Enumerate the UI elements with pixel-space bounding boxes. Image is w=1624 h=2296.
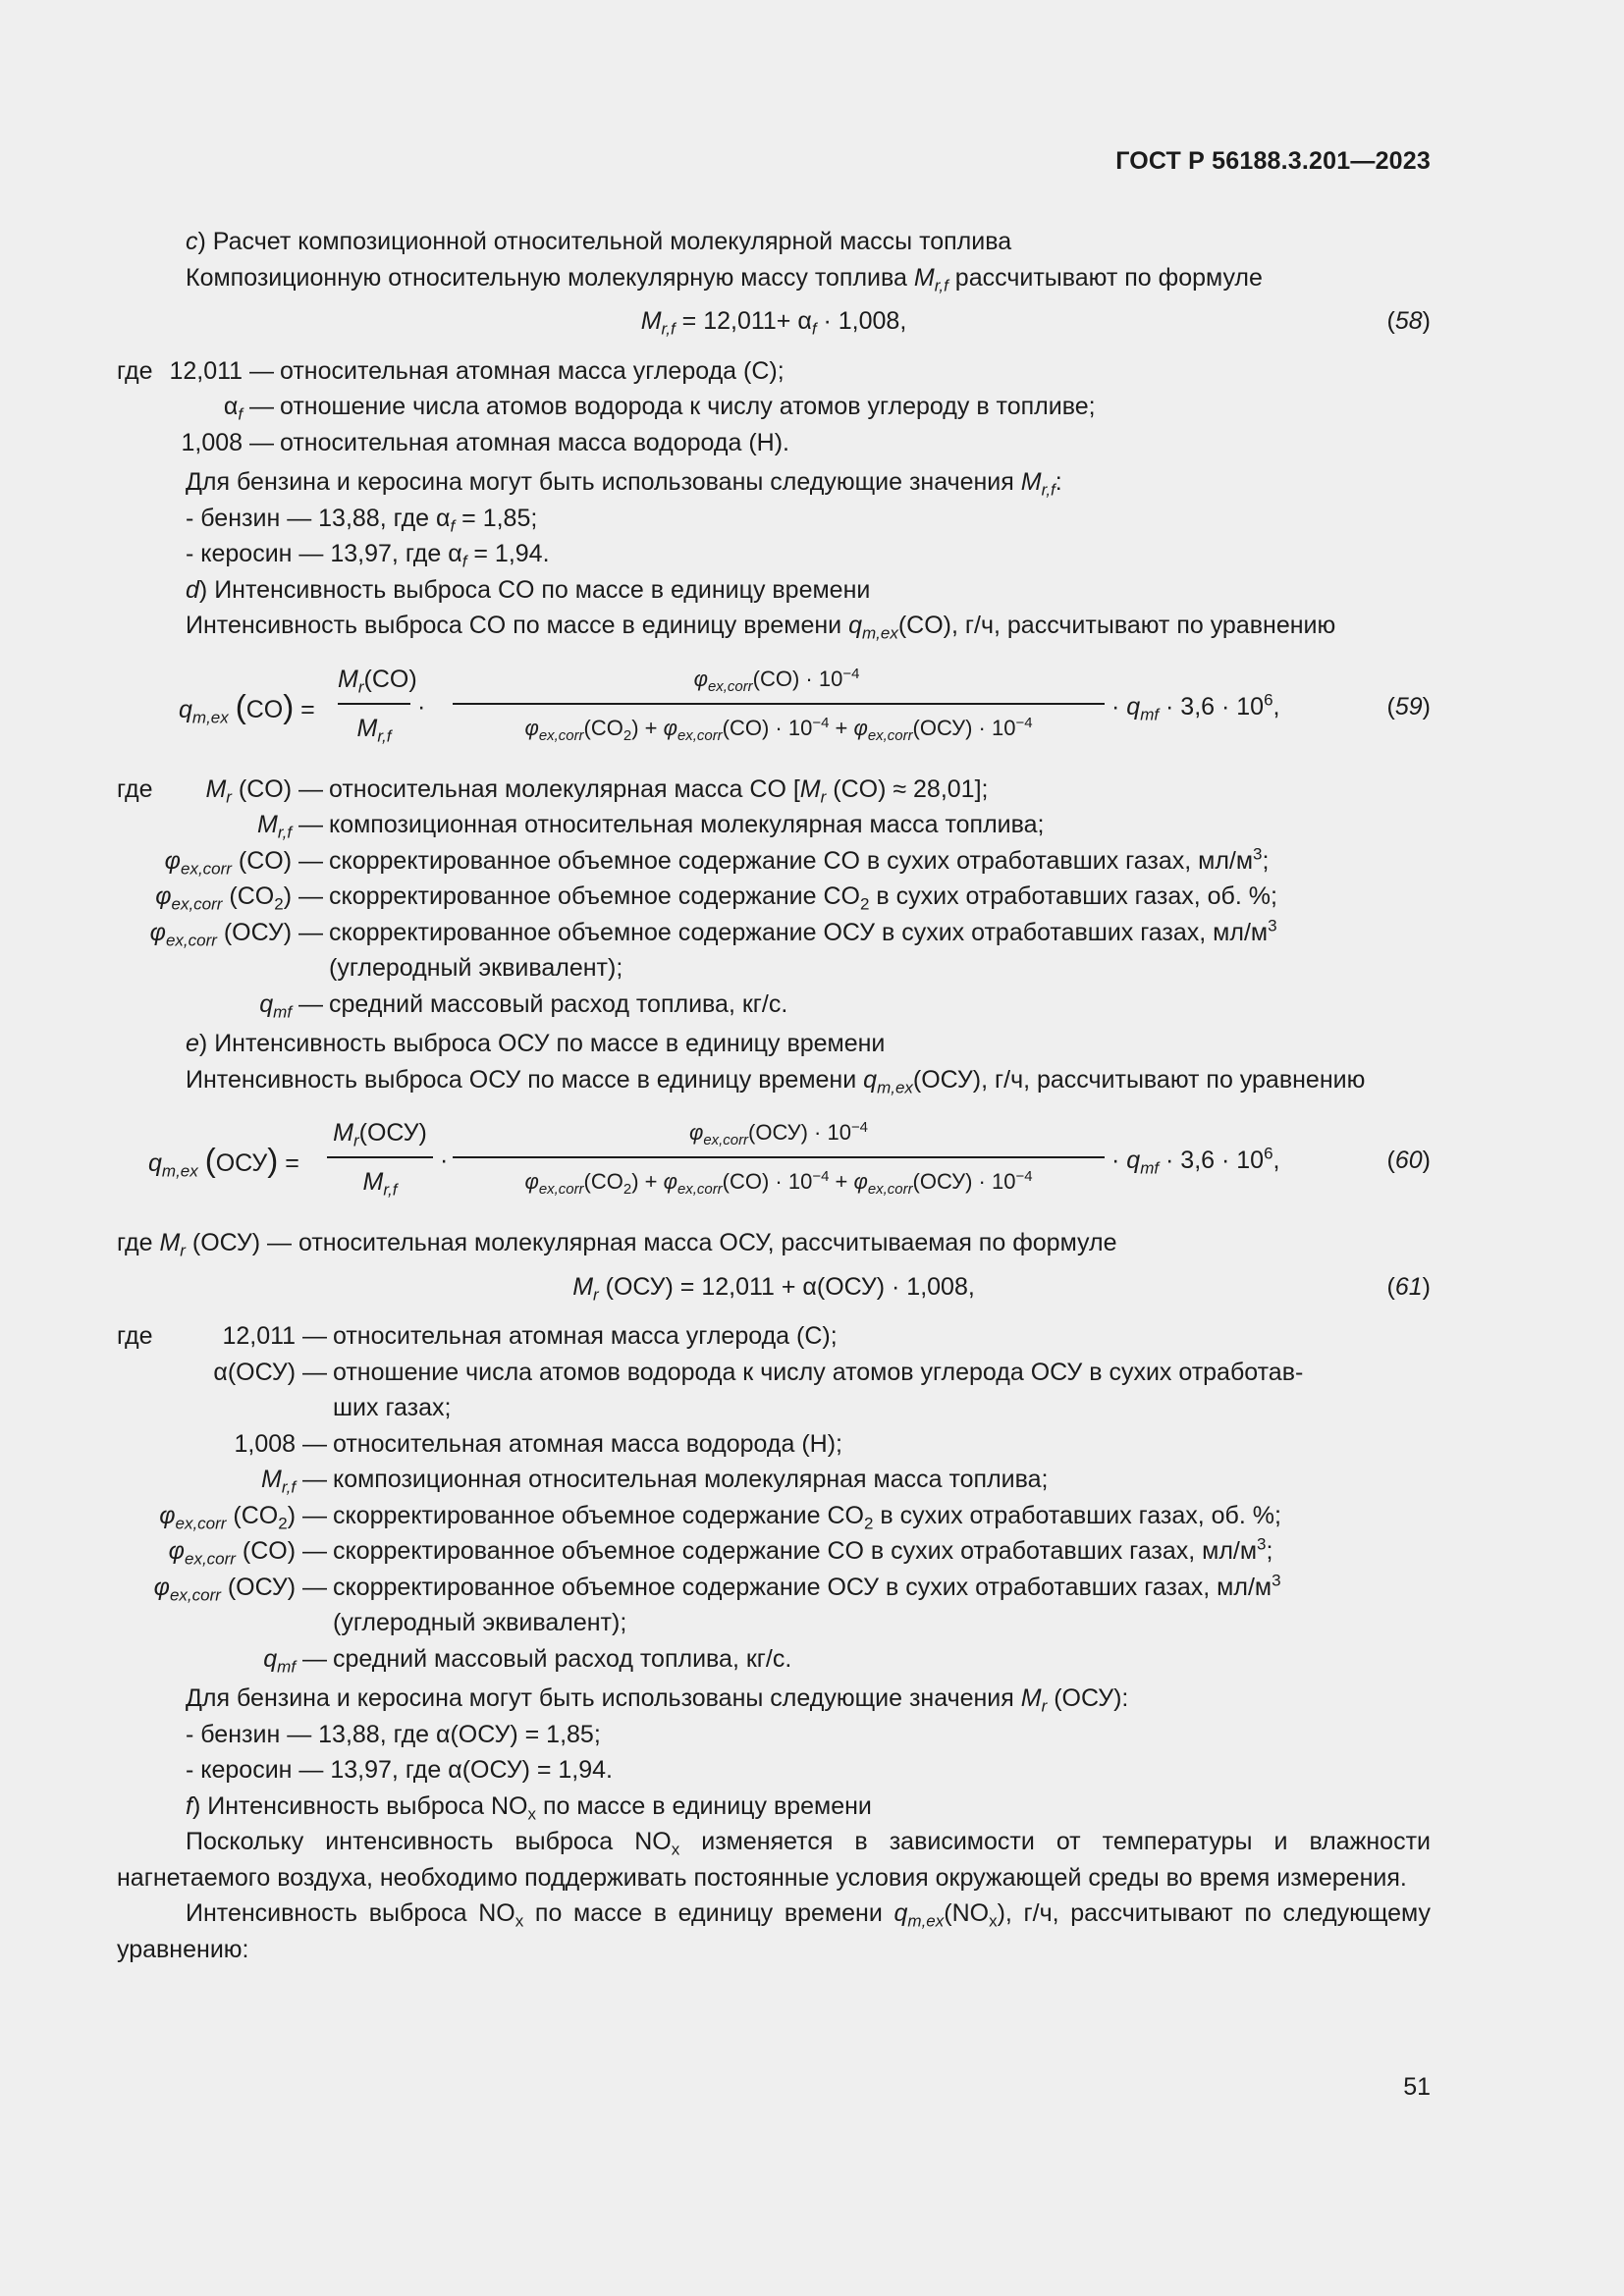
formula-60: $q_{m,ex}$ (ОСУ) = $M_r(ОСУ)$ $M_{r,f}$ · $\varphi_{ex,corr}(ОСУ) \cdot 10^{-4}$ $\varphi_{ex,corr}(CO_2) + \varphi_{ex,corr}(CO) \cdot 10^{-4} + \varphi_{ex,corr}(ОСУ) \cdot 10^{-4}$ · $q_{mf} \cdot 3,6 \cdot 10^6$, (60) [148, 1118, 1431, 1200]
mr-osu-line: где $M_r$ (ОСУ) — относительная молекулярная масса ОСУ, рассчитываемая по формуле [117, 1229, 1117, 1260]
equation-number: (59) [1386, 692, 1431, 721]
section-f-para2: Интенсивность выброса $NO_x$ по массе в единицу времени $q_{m,ex}(NO_x)$, г/ч, рассчитывают по следующему уравнению: [117, 1899, 1431, 1963]
values-intro-e: Для бензина и керосина могут быть использованы следующие значения $M_r$ (ОСУ): [186, 1684, 1129, 1716]
section-d-intro: Интенсивность выброса CO по массе в единицу времени $q_{m,ex}(CO)$, г/ч, рассчитывают по уравнению [186, 612, 1336, 643]
section-f-para1: Поскольку интенсивность выброса $NO_x$ изменяется в зависимости от температуры и влажности нагнетаемого воздуха, необходимо поддерживать постоянные условия окружающей среды во время измерения. [117, 1828, 1431, 1892]
standard-number: ГОСТ Р 56188.3.201—2023 [1115, 147, 1431, 175]
equation-number: (61) [1386, 1272, 1431, 1301]
section-f-title: f) Интенсивность выброса $NO_x$ по массе в единицу времени [186, 1791, 872, 1823]
equation-number: (60) [1386, 1147, 1431, 1174]
values-intro-c: Для бензина и керосина могут быть использованы следующие значения $M_{r,f}$: [186, 468, 1062, 500]
section-e-intro: Интенсивность выброса ОСУ по массе в единицу времени $q_{m,ex}(ОСУ)$, г/ч, рассчитывают по уравнению [186, 1065, 1366, 1096]
section-d-title: d) Интенсивность выброса CO по массе в единицу времени [186, 575, 871, 604]
formula-58: $M_{r,f} = 12,011+ \alpha_f \cdot 1,008$, (58) [117, 303, 1431, 340]
value-gasoline-e: - бензин — 13,88, где α(ОСУ) = 1,85; [186, 1720, 601, 1748]
page-number: 51 [1403, 2073, 1431, 2101]
formula-59: $q_{m,ex}$ (CO) = $M_r(CO)$ $M_{r,f}$ · $\varphi_{ex,corr}(CO) \cdot 10^{-4}$ $\varphi_{ex,corr}(CO_2) + \varphi_{ex,corr}(CO) \cdot 10^{-4} + \varphi_{ex,corr}(ОСУ) \cdot 10^{-4}$ · $q_{mf} \cdot 3,6 \cdot 10^6$, (59) [179, 665, 1431, 745]
section-c-intro: Композиционную относительную молекулярную массу топлива $M_{r,f}$ рассчитывают по формуле [186, 263, 1263, 294]
definitions-59: где $M_r$ (CO) — относительная молекулярная масса CO [$M_r$ (CO) ≈ 28,01]; $M_{r,f}$ — композиционная относительная молекулярная масса топлива; $\varphi_{ex,corr}$ (CO) — скорректированное объемное содержание CO в сухих отработавших газах, $мл/м^3$; $\varphi_{ex,corr}$ $(CO_2)$ — скорректированное объемное содержание $CO_2$ в сухих отработавших газах, об. %; $\varphi_{ex,corr}$ (ОСУ) — скорректированное объемное содержание ОСУ в сухих отработавших газах, $мл/м^3$ (углеродный эквивалент); $q_{mf}$ — средний массовый расход топлива, кг/с. [117, 774, 1277, 1021]
value-kerosene-e: - керосин — 13,97, где α(ОСУ) = 1,94. [186, 1756, 613, 1784]
section-c-title: c) Расчет композиционной относительной молекулярной массы топлива [186, 228, 1012, 255]
section-e-title: e) Интенсивность выброса ОСУ по массе в единицу времени [186, 1030, 886, 1057]
formula-61: $M_r$ (ОСУ) = 12,011 + α(ОСУ) · 1,008, (61) [117, 1269, 1431, 1306]
value-kerosene-c: - керосин — 13,97, где $\alpha_f = 1,94$. [186, 540, 550, 571]
equation-number: (58) [1386, 307, 1431, 335]
value-gasoline-c: - бензин — 13,88, где $\alpha_f = 1,85$; [186, 504, 538, 535]
definitions-60-61: где 12,011 — относительная атомная масса углерода (C); α(ОСУ) — отношение числа атомов водорода к числу атомов углерода ОСУ в сухих отработав- ших газах; 1,008 — относительная атомная масса водорода (H); $M_{r,f}$ — композиционная относительная молекулярная масса топлива; $\varphi_{ex,corr}$ $(CO_2)$ — скорректированное объемное содержание $CO_2$ в сухих отработавших газах, об. %; $\varphi_{ex,corr}$ (CO) — скорректированное объемное содержание CO в сухих отработавших газах, $мл/м^3$; $\varphi_{ex,corr}$ (ОСУ) — скорректированное объемное содержание ОСУ в сухих отработавших газах, $мл/м^3$ (углеродный эквивалент); $q_{mf}$ — средний массовый расход топлива, кг/с. [117, 1322, 1304, 1676]
page-content [117, 224, 1431, 1967]
definitions-58: где 12,011 — относительная атомная масса углерода (C); $\alpha_f$ — отношение числа атомов водорода к числу атомов углероду в топливе; 1,008 — относительная атомная масса водорода (H). [117, 356, 1096, 456]
